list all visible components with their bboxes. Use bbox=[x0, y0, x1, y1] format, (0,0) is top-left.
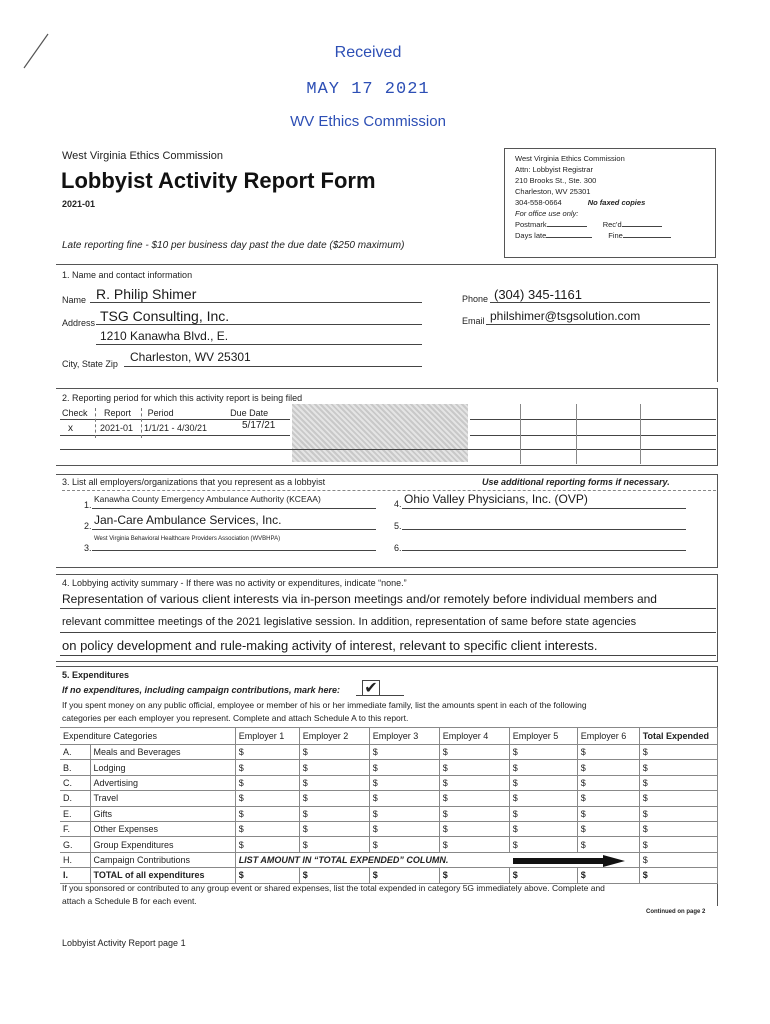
section-3-note: Use additional reporting forms if necessary. bbox=[482, 477, 670, 487]
table-row bbox=[60, 806, 718, 821]
city-label: City, State Zip bbox=[62, 359, 118, 369]
amount-cell[interactable]: $ bbox=[235, 760, 299, 775]
grayed-periods bbox=[292, 404, 468, 462]
name-value[interactable]: R. Philip Shimer bbox=[96, 286, 197, 302]
section-5-title: 5. Expenditures bbox=[62, 670, 130, 680]
days-late-label: Days late bbox=[515, 231, 547, 240]
table-row bbox=[60, 775, 718, 790]
employer-2[interactable]: Jan-Care Ambulance Services, Inc. bbox=[94, 513, 282, 527]
row-letter: I. bbox=[60, 868, 90, 883]
amount-cell[interactable]: $ bbox=[439, 760, 509, 775]
amount-cell[interactable]: $ bbox=[369, 821, 439, 836]
period-due: 5/17/21 bbox=[242, 420, 276, 431]
col-header: Expenditure Categories bbox=[60, 728, 235, 745]
amount-cell[interactable]: $ bbox=[439, 806, 509, 821]
total-cell[interactable]: $ bbox=[509, 868, 577, 883]
checkmark-icon: ✔ bbox=[362, 680, 380, 696]
expenditures-table bbox=[60, 727, 718, 884]
received-stamp bbox=[268, 44, 468, 130]
no-exp-label: If no expenditures, including campaign contributions, mark here: bbox=[62, 685, 341, 695]
amount-cell[interactable]: $ bbox=[509, 760, 577, 775]
name-label: Name bbox=[62, 295, 87, 305]
col-header: Employer 5 bbox=[509, 728, 577, 745]
address-line2[interactable]: 1210 Kanawha Blvd., E. bbox=[100, 329, 229, 343]
amount-cell[interactable]: $ bbox=[509, 775, 577, 790]
amount-cell[interactable]: $ bbox=[639, 837, 717, 852]
days-late-row bbox=[515, 230, 705, 241]
city-value[interactable]: Charleston, WV 25301 bbox=[130, 350, 251, 364]
period-check[interactable]: x bbox=[68, 423, 73, 434]
amount-cell[interactable]: $ bbox=[235, 745, 299, 760]
row-letter: B. bbox=[60, 760, 90, 775]
row-letter: D. bbox=[60, 791, 90, 806]
amount-cell[interactable]: $ bbox=[639, 775, 717, 790]
amount-cell[interactable]: $ bbox=[439, 775, 509, 790]
arrow-right-icon bbox=[513, 855, 625, 867]
row-category: Travel bbox=[90, 791, 235, 806]
amount-cell[interactable]: $ bbox=[369, 791, 439, 806]
table-row bbox=[60, 760, 718, 775]
row-category: TOTAL of all expenditures bbox=[90, 868, 235, 883]
amount-cell[interactable]: $ bbox=[299, 775, 369, 790]
stamp-received: Received bbox=[334, 44, 402, 61]
amount-cell[interactable]: $ bbox=[639, 821, 717, 836]
address-line1[interactable]: TSG Consulting, Inc. bbox=[100, 308, 230, 324]
stamp-date: MAY 17 2021 bbox=[306, 80, 430, 99]
amount-cell[interactable]: $ bbox=[577, 837, 639, 852]
amount-cell[interactable]: $ bbox=[577, 745, 639, 760]
page-title: Lobbyist Activity Report Form bbox=[61, 168, 376, 193]
office-line: Charleston, WV 25301 bbox=[515, 187, 591, 196]
amount-cell[interactable]: $ bbox=[639, 760, 717, 775]
amount-cell[interactable]: $ bbox=[509, 821, 577, 836]
row-category: Lodging bbox=[90, 760, 235, 775]
amount-cell[interactable]: $ bbox=[639, 745, 717, 760]
amount-cell[interactable]: $ bbox=[439, 791, 509, 806]
amount-cell[interactable]: $ bbox=[369, 806, 439, 821]
section5-footer: If you sponsored or contributed to any group event or shared expenses, list the total expended in category 5G immediately above. Complete and bbox=[62, 883, 605, 893]
row-letter: H. bbox=[60, 852, 90, 867]
amount-cell[interactable]: $ bbox=[299, 806, 369, 821]
employer-num: 4. bbox=[394, 499, 402, 509]
office-use-label: For office use only: bbox=[515, 209, 579, 218]
period-report: 2021-01 bbox=[100, 423, 134, 433]
table-row bbox=[60, 837, 718, 852]
amount-cell[interactable]: $ bbox=[439, 821, 509, 836]
email-label: Email bbox=[462, 316, 485, 326]
amount-cell[interactable]: $ bbox=[235, 837, 299, 852]
summary-line-3[interactable]: on policy development and rule-making activity of interest, relevant to specific client interests. bbox=[62, 638, 598, 653]
amount-cell[interactable]: $ bbox=[639, 791, 717, 806]
employer-num: 6. bbox=[394, 543, 402, 553]
row-category: Gifts bbox=[90, 806, 235, 821]
amount-cell[interactable]: $ bbox=[509, 837, 577, 852]
amount-cell[interactable]: $ bbox=[299, 837, 369, 852]
section-2-title: 2. Reporting period for which this activity report is being filed bbox=[62, 393, 303, 403]
amount-cell[interactable]: $ bbox=[299, 821, 369, 836]
amount-cell[interactable]: $ bbox=[509, 791, 577, 806]
col-header: Employer 2 bbox=[299, 728, 369, 745]
amount-cell[interactable]: $ bbox=[509, 745, 577, 760]
amount-cell[interactable]: $ bbox=[235, 806, 299, 821]
amount-cell[interactable]: $ bbox=[577, 775, 639, 790]
late-fine-note: Late reporting fine - $10 per business day past the due date ($250 maximum) bbox=[62, 240, 405, 251]
amount-cell[interactable]: $ bbox=[369, 775, 439, 790]
office-phone: 304-558-0664 bbox=[515, 198, 562, 207]
row-category: Advertising bbox=[90, 775, 235, 790]
col-header: Employer 3 bbox=[369, 728, 439, 745]
row-letter: C. bbox=[60, 775, 90, 790]
page-footer: Lobbyist Activity Report page 1 bbox=[62, 938, 186, 948]
employer-num: 2. bbox=[84, 521, 92, 531]
form-code: 2021-01 bbox=[62, 199, 96, 209]
intro-text: If you spent money on any public official, employee or member of his or her immediate family, list the amounts spent in each of the following bbox=[62, 700, 587, 710]
check-header: Check bbox=[62, 408, 88, 418]
table-row bbox=[60, 821, 718, 836]
amount-cell[interactable]: $ bbox=[577, 821, 639, 836]
section5-footer-2: attach a Schedule B for each event. bbox=[62, 896, 197, 906]
amount-cell[interactable]: $ bbox=[369, 837, 439, 852]
amount-cell[interactable]: $ bbox=[299, 760, 369, 775]
campaign-note-text: LIST AMOUNT IN “TOTAL EXPENDED” COLUMN. bbox=[238, 854, 449, 865]
amount-cell[interactable]: $ bbox=[299, 745, 369, 760]
fine-label: Fine bbox=[608, 231, 623, 240]
table-row-total bbox=[60, 868, 718, 883]
table-header-row bbox=[60, 728, 718, 745]
summary-line-1[interactable]: Representation of various client interests via in-person meetings and/or remotely before individual members and bbox=[62, 592, 657, 606]
no-exp-checkbox[interactable] bbox=[356, 680, 404, 696]
table-row bbox=[60, 852, 718, 867]
section-4-title: 4. Lobbying activity summary - If there was no activity or expenditures, indicate “none.” bbox=[62, 578, 407, 588]
total-cell[interactable]: $ bbox=[639, 868, 717, 883]
total-cell[interactable]: $ bbox=[439, 868, 509, 883]
row-letter: A. bbox=[60, 745, 90, 760]
postmark-label: Postmark bbox=[515, 220, 547, 229]
amount-cell[interactable]: $ bbox=[235, 775, 299, 790]
stamp-commission: WV Ethics Commission bbox=[290, 113, 446, 130]
recd-label: Rec'd bbox=[602, 220, 622, 229]
office-line: 210 Brooks St., Ste. 300 bbox=[515, 176, 597, 185]
table-row bbox=[60, 791, 718, 806]
no-fax-note: No faxed copies bbox=[587, 198, 646, 207]
employer-num: 3. bbox=[84, 543, 92, 553]
row-category: Meals and Beverages bbox=[90, 745, 235, 760]
col-header: Employer 6 bbox=[577, 728, 639, 745]
employer-4[interactable]: Ohio Valley Physicians, Inc. (OVP) bbox=[404, 492, 588, 506]
intro-text-2: categories per each employer you represent. Complete and attach Schedule A to this report. bbox=[62, 713, 409, 723]
col-header: Employer 4 bbox=[439, 728, 509, 745]
postmark-row bbox=[515, 219, 705, 230]
report-header: Report bbox=[104, 408, 132, 418]
office-line: Attn: Lobbyist Registrar bbox=[515, 165, 593, 174]
amount-cell[interactable]: $ bbox=[369, 745, 439, 760]
col-header: Total Expended bbox=[639, 728, 717, 745]
period-range: 1/1/21 - 4/30/21 bbox=[144, 423, 208, 433]
employer-1[interactable]: Kanawha County Emergency Ambulance Authority (KCEAA) bbox=[94, 494, 321, 504]
office-phone-row bbox=[515, 197, 705, 208]
row-letter: F. bbox=[60, 821, 90, 836]
section-2-headers bbox=[62, 408, 268, 418]
pen-mark bbox=[22, 30, 52, 70]
row-category: Group Expenditures bbox=[90, 837, 235, 852]
amount-cell[interactable]: $ bbox=[439, 837, 509, 852]
row-category: Campaign Contributions bbox=[90, 852, 235, 867]
campaign-note bbox=[235, 852, 639, 867]
summary-line-2[interactable]: relevant committee meetings of the 2021 legislative session. In addition, representation of same before state agencies bbox=[62, 616, 637, 628]
email-value[interactable]: philshimer@tsgsolution.com bbox=[490, 309, 641, 323]
address-label: Address bbox=[62, 318, 96, 328]
total-cell[interactable]: $ bbox=[235, 868, 299, 883]
row-letter: E. bbox=[60, 806, 90, 821]
amount-cell[interactable]: $ bbox=[235, 791, 299, 806]
amount-cell[interactable]: $ bbox=[299, 791, 369, 806]
amount-cell[interactable]: $ bbox=[369, 760, 439, 775]
employer-3[interactable]: West Virginia Behavioral Healthcare Providers Association (WVBHPA) bbox=[94, 536, 281, 542]
employer-num: 1. bbox=[84, 500, 92, 510]
header-org: West Virginia Ethics Commission bbox=[62, 150, 223, 162]
row-letter: G. bbox=[60, 837, 90, 852]
total-cell[interactable]: $ bbox=[299, 868, 369, 883]
amount-cell[interactable]: $ bbox=[577, 806, 639, 821]
period-header: Period bbox=[147, 408, 174, 418]
amount-cell[interactable]: $ bbox=[439, 745, 509, 760]
phone-label: Phone bbox=[462, 294, 489, 304]
section-3-title: 3. List all employers/organizations that you represent as a lobbyist bbox=[62, 477, 326, 487]
total-cell[interactable]: $ bbox=[577, 868, 639, 883]
amount-cell[interactable]: $ bbox=[639, 852, 717, 867]
section-1-title: 1. Name and contact information bbox=[62, 270, 193, 280]
due-header: Due Date bbox=[230, 408, 269, 418]
phone-value[interactable]: (304) 345-1161 bbox=[494, 287, 582, 302]
col-header: Employer 1 bbox=[235, 728, 299, 745]
amount-cell[interactable]: $ bbox=[577, 791, 639, 806]
amount-cell[interactable]: $ bbox=[509, 806, 577, 821]
total-cell[interactable]: $ bbox=[369, 868, 439, 883]
continued-note: Continued on page 2 bbox=[646, 909, 706, 915]
row-category: Other Expenses bbox=[90, 821, 235, 836]
office-line: West Virginia Ethics Commission bbox=[515, 154, 625, 163]
amount-cell[interactable]: $ bbox=[577, 760, 639, 775]
table-row bbox=[60, 745, 718, 760]
office-box bbox=[504, 148, 716, 258]
amount-cell[interactable]: $ bbox=[235, 821, 299, 836]
amount-cell[interactable]: $ bbox=[639, 806, 717, 821]
employer-num: 5. bbox=[394, 521, 402, 531]
